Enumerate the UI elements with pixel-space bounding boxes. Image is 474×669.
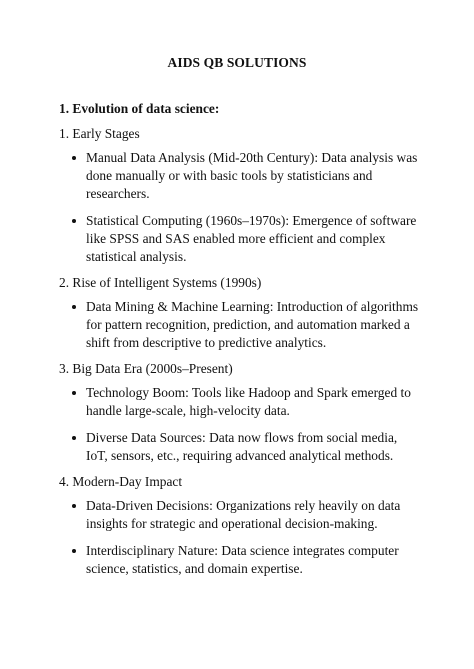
list-item-text: Interdisciplinary Nature: Data science integrates computer science, statistics, and domain expertise. [86,543,399,576]
list-item-text: Data Mining & Machine Learning: Introduction of algorithms for pattern recognition, prediction, and automation marked a shift from descriptive to predictive analytics. [86,299,419,350]
document-body [59,100,419,586]
subsection-modern-day-impact [59,473,419,578]
bullet-icon [72,391,76,395]
bullet-list [59,384,419,465]
list-item [59,298,419,352]
list-item-text: Manual Data Analysis (Mid-20th Century): Data analysis was done manually or with basic tools by statisticians and researchers. [86,150,418,201]
subsection-big-data-era [59,360,419,465]
subsection-title: 1. Early Stages [59,126,140,141]
list-item-text: Diverse Data Sources: Data now flows from social media, IoT, sensors, etc., requiring advanced analytical methods. [86,430,398,463]
bullet-list [59,149,419,266]
subsection-intelligent-systems [59,274,419,352]
bullet-icon [72,436,76,440]
list-item-text: Data-Driven Decisions: Organizations rely heavily on data insights for strategic and operational decision-making. [86,498,401,531]
subsection-title: 4. Modern-Day Impact [59,474,183,489]
bullet-icon [72,156,76,160]
bullet-icon [72,305,76,309]
bullet-icon [72,219,76,223]
list-item-text: Statistical Computing (1960s–1970s): Emergence of software like SPSS and SAS enabled more efficient and complex statistical analysis. [86,213,417,264]
list-item [59,497,419,533]
subsection-title: 3. Big Data Era (2000s–Present) [59,361,233,376]
bullet-list [59,497,419,578]
section-heading: 1. Evolution of data science: [59,101,220,116]
list-item-text: Technology Boom: Tools like Hadoop and Spark emerged to handle large-scale, high-velocity data. [86,385,411,418]
list-item [59,542,419,578]
list-item [59,384,419,420]
list-item [59,149,419,203]
document-title: AIDS QB SOLUTIONS [167,55,307,70]
bullet-icon [72,549,76,553]
bullet-list [59,298,419,352]
bullet-icon [72,504,76,508]
list-item [59,212,419,266]
subsection-early-stages [59,125,419,266]
subsection-title: 2. Rise of Intelligent Systems (1990s) [59,275,262,290]
list-item [59,429,419,465]
